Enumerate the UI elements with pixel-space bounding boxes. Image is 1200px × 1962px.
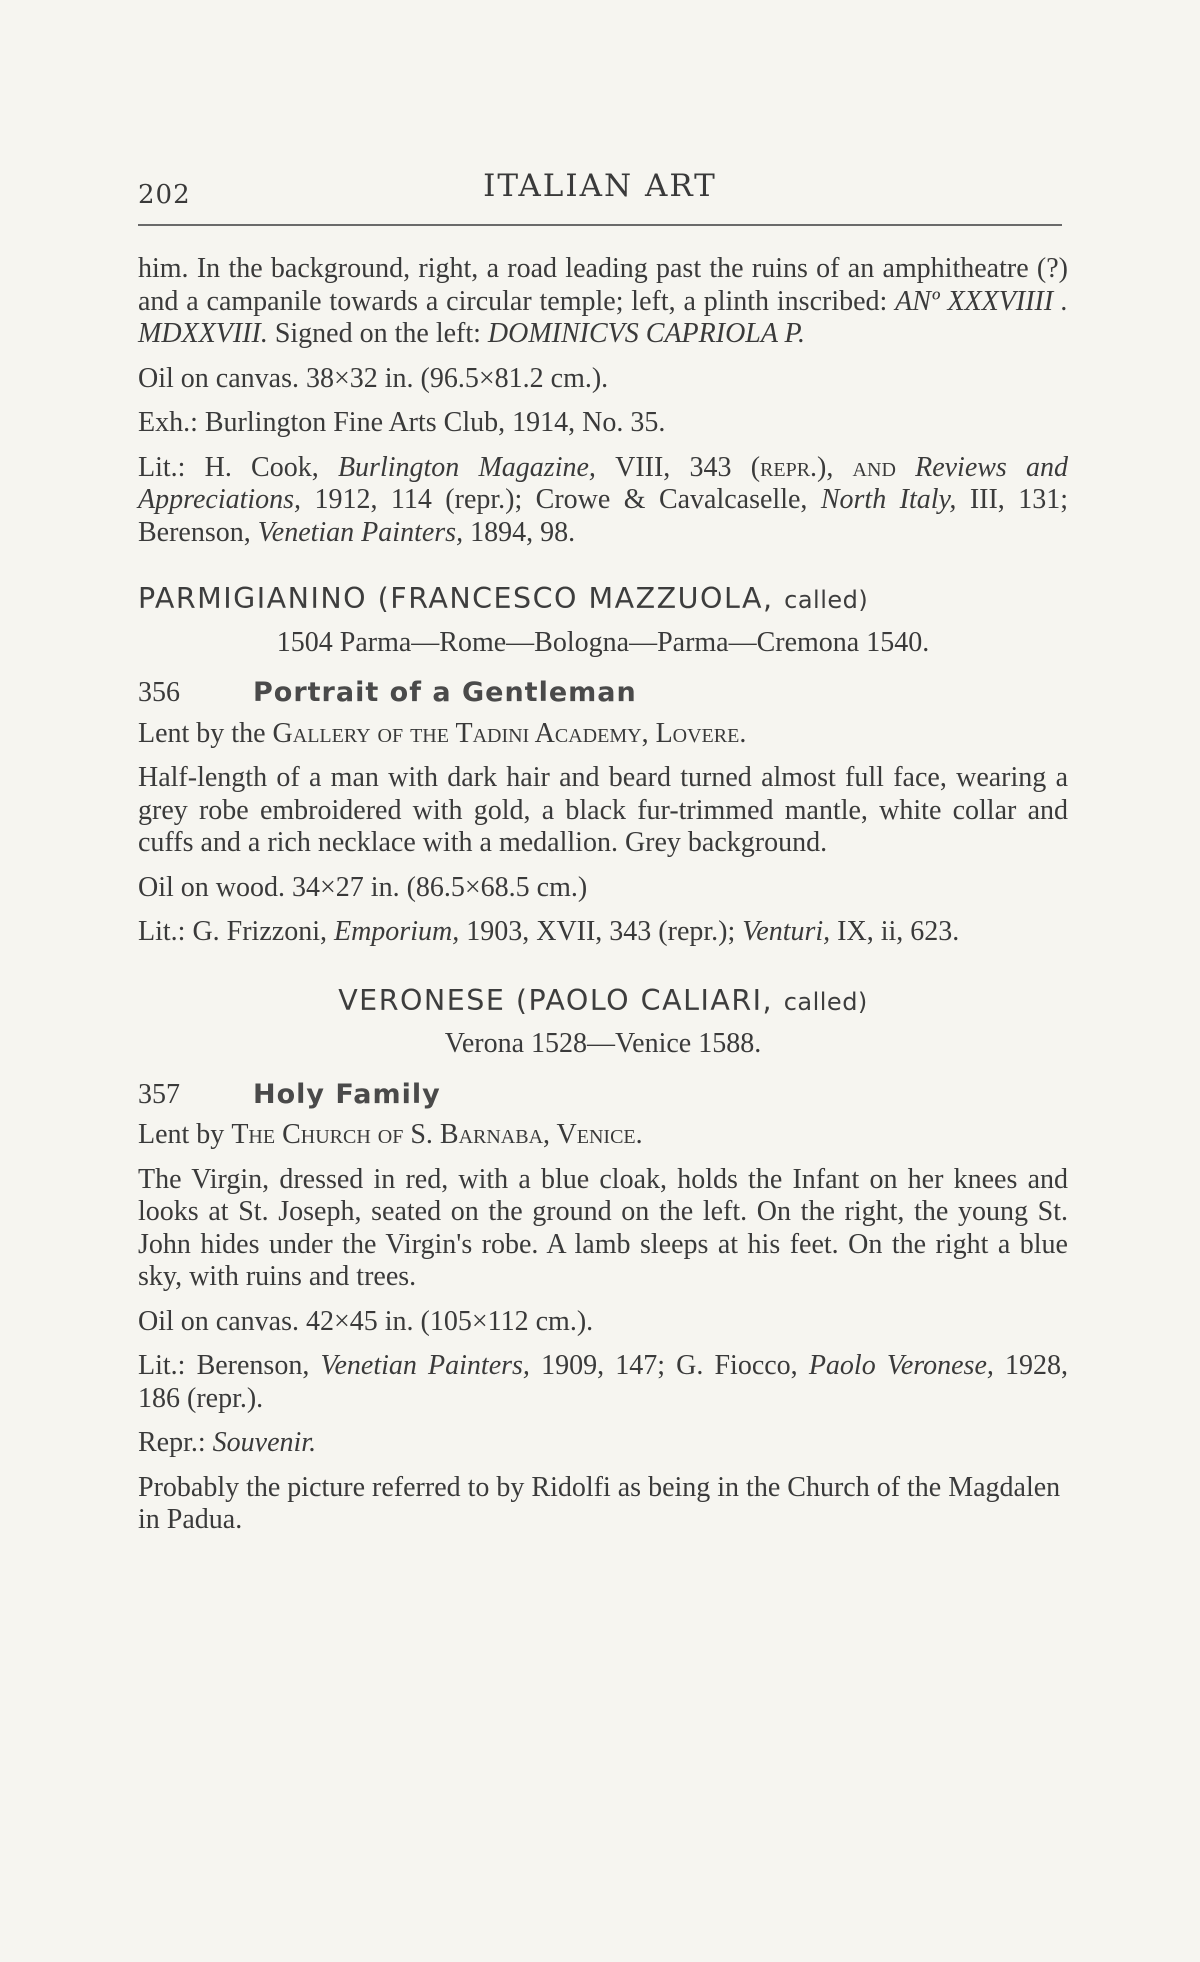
lender-line: [138, 1119, 1068, 1152]
exhibition-line: Exh.: Burlington Fine Arts Club, 1914, No. 35.: [138, 407, 666, 438]
lent-prefix: Lent by: [138, 1119, 225, 1150]
artist-name: VERONESE (PAOLO CALIARI,: [338, 983, 774, 1017]
lender-name: Gallery of the Tadini Academy, Lovere.: [272, 717, 747, 749]
repr-title: Souvenir.: [212, 1427, 317, 1458]
entry-number: 356: [138, 677, 180, 708]
lit-title: Venetian Painters,: [320, 1350, 530, 1381]
entry-name: Portrait of a Gentleman: [253, 677, 637, 708]
lit-title: North Italy,: [820, 484, 957, 515]
medium-line: Oil on canvas. 38×32 in. (96.5×81.2 cm.).: [138, 362, 609, 394]
signature-text: DOMINICVS CAPRIOLA P.: [487, 318, 805, 349]
entry-description: The Virgin, dressed in red, with a blue cloak, holds the Infant on her knees and looks at St. Joseph, seated on the ground on the left. On the right, the young St. John hides under the Virgin's robe. A lamb sleeps at his feet. On the right a blue sky, with ruins and trees.: [138, 1163, 1068, 1292]
lit-ref: 1909, 147; G. Fiocco,: [541, 1350, 798, 1381]
entry-title: [138, 677, 1068, 710]
medium-line: Oil on canvas. 42×45 in. (105×112 cm.).: [138, 1305, 594, 1337]
literature-line: [138, 452, 1068, 550]
reproduction-line: [138, 1427, 1068, 1460]
description-text: him. In the background, right, a road leading past the ruins of an amphitheatre (?) and a campanile towards a circular temple; left, a plinth inscribed:: [138, 253, 1068, 317]
lit-title: Venetian Painters,: [257, 516, 464, 548]
artist-name: PARMIGIANINO (FRANCESCO MAZZUOLA,: [138, 582, 774, 615]
lender-line: [138, 718, 1068, 751]
lit-ref: IX, ii, 623.: [837, 916, 960, 947]
medium-line: Oil on wood. 34×27 in. (86.5×68.5 cm.): [138, 871, 588, 903]
entry-description: Half-length of a man with dark hair and beard turned almost full face, wearing a grey robe embroidered with gold, a black fur-trimmed mantle, white collar and cuffs and a rich necklace with a medallion. Grey background.: [138, 762, 1068, 858]
lit-title: Burlington Magazine,: [337, 451, 596, 483]
running-title: ITALIAN ART: [483, 168, 717, 204]
lit-ref: III, 131; Berenson,: [138, 484, 1068, 548]
provenance-note: Probably the picture referred to by Ridolfi as being in the Church of the Magdalen in Padua.: [138, 1471, 1061, 1535]
entry-number: 357: [138, 1078, 180, 1110]
artist-heading: [138, 583, 1068, 617]
artist-heading: [138, 985, 1068, 1019]
entry-title: [138, 1079, 1068, 1112]
artist-called: called): [783, 987, 868, 1016]
continued-description: [138, 253, 1068, 351]
lit-prefix: Lit.: G. Frizzoni,: [138, 916, 327, 947]
literature-line: [138, 1350, 1068, 1415]
lit-title: Paolo Veronese,: [808, 1350, 994, 1381]
artist-called: called): [784, 586, 869, 614]
page-header: [138, 162, 1062, 222]
page-body: [138, 253, 1068, 1549]
lent-prefix: Lent by the: [138, 717, 266, 749]
signed-label: Signed on the left:: [274, 318, 481, 349]
inscription-text: ANº XXXVIIII . MDXXVIII.: [138, 285, 1069, 349]
lit-ref: 1928, 186 (repr.).: [138, 1350, 1069, 1414]
lit-prefix: Lit.: Berenson,: [138, 1350, 310, 1381]
lender-name: The Church of S. Barnaba, Venice.: [231, 1119, 643, 1150]
lit-title: Reviews and Appreciations,: [138, 451, 1069, 515]
lit-ref: 1912, 114 (repr.); Crowe & Cavalcaselle,: [314, 484, 808, 515]
lit-prefix: Lit.: H. Cook,: [138, 451, 319, 483]
page-number: 202: [138, 180, 191, 210]
lit-ref: 1894, 98.: [470, 516, 576, 548]
artist-dates: 1504 Parma—Rome—Bologna—Parma—Cremona 1540.: [276, 626, 930, 658]
literature-line: [138, 916, 1068, 949]
entry-name: Holy Family: [253, 1078, 441, 1110]
lit-title: Venturi,: [742, 916, 831, 947]
lit-ref: 1903, XVII, 343 (repr.);: [466, 916, 736, 947]
lit-ref: VIII, 343 (repr.), and: [615, 451, 896, 483]
lit-title: Emporium,: [333, 916, 460, 947]
header-rule: [138, 224, 1062, 226]
repr-prefix: Repr.:: [138, 1427, 206, 1458]
artist-dates: Verona 1528—Venice 1588.: [444, 1028, 762, 1059]
